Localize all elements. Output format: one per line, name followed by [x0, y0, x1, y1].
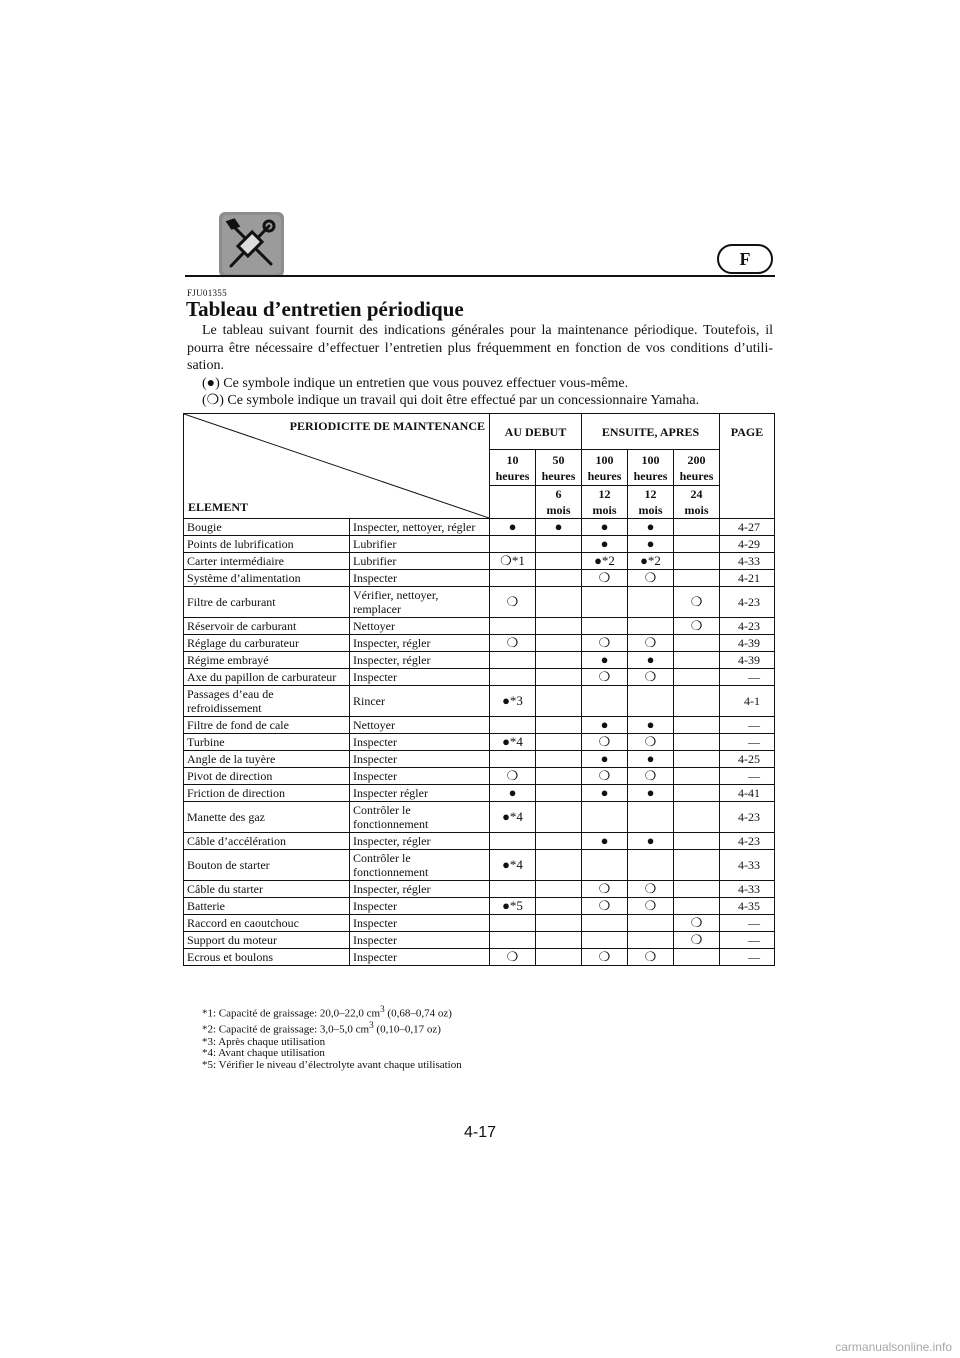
header-months-4: 24 mois — [674, 486, 720, 519]
page-ref-cell: 4-27 — [720, 519, 775, 536]
interval-mark-cell: ❍ — [582, 669, 628, 686]
table-row — [184, 785, 775, 802]
interval-mark-cell: ● — [628, 751, 674, 768]
interval-mark-cell — [628, 802, 674, 833]
interval-mark-cell: ❍ — [628, 949, 674, 966]
item-cell: Carter intermédiaire — [184, 553, 350, 570]
interval-mark-cell: ● — [490, 785, 536, 802]
interval-mark-cell — [490, 833, 536, 850]
table-row — [184, 652, 775, 669]
interval-mark-cell — [674, 802, 720, 833]
interval-mark-cell — [674, 669, 720, 686]
item-cell: Friction de direction — [184, 785, 350, 802]
item-cell: Passages d’eau de refroidissement — [184, 686, 350, 717]
item-cell: Axe du papillon de carburateur — [184, 669, 350, 686]
table-row — [184, 536, 775, 553]
interval-mark-cell: ●*2 — [582, 553, 628, 570]
interval-mark-cell — [536, 587, 582, 618]
interval-mark-cell: ● — [628, 652, 674, 669]
interval-mark-cell — [674, 833, 720, 850]
interval-mark-cell — [536, 635, 582, 652]
table-row — [184, 915, 775, 932]
table-row — [184, 717, 775, 734]
interval-mark-cell — [628, 686, 674, 717]
interval-mark-cell — [490, 915, 536, 932]
interval-mark-cell — [674, 553, 720, 570]
interval-mark-cell — [490, 881, 536, 898]
header-periodicite: PERIODICITE DE MAINTENANCE — [289, 419, 485, 433]
interval-mark-cell — [490, 652, 536, 669]
item-cell: Angle de la tuyère — [184, 751, 350, 768]
interval-mark-cell — [490, 618, 536, 635]
interval-mark-cell — [536, 881, 582, 898]
table-row — [184, 669, 775, 686]
footnotes — [202, 1004, 462, 1071]
interval-mark-cell — [536, 686, 582, 717]
interval-mark-cell: ● — [582, 833, 628, 850]
interval-mark-cell: ●*4 — [490, 734, 536, 751]
interval-mark-cell — [536, 652, 582, 669]
interval-mark-cell — [628, 618, 674, 635]
header-hours-0: 10 heures — [490, 450, 536, 486]
action-cell: Inspecter régler — [350, 785, 490, 802]
interval-mark-cell: ●*5 — [490, 898, 536, 915]
interval-mark-cell — [674, 652, 720, 669]
item-cell: Câble d’accélération — [184, 833, 350, 850]
interval-mark-cell — [536, 949, 582, 966]
interval-mark-cell: ❍ — [582, 881, 628, 898]
interval-mark-cell — [674, 519, 720, 536]
diagonal-header-cell — [184, 414, 490, 519]
page-ref-cell: 4-23 — [720, 802, 775, 833]
interval-mark-cell — [536, 768, 582, 785]
table-row — [184, 802, 775, 833]
header-hours-1: 50 heures — [536, 450, 582, 486]
header-hours-3: 100 heures — [628, 450, 674, 486]
page-ref-cell: 4-23 — [720, 833, 775, 850]
action-cell: Nettoyer — [350, 618, 490, 635]
interval-mark-cell: ❍ — [490, 949, 536, 966]
page-ref-cell: 4-21 — [720, 570, 775, 587]
item-cell: Turbine — [184, 734, 350, 751]
item-cell: Raccord en caoutchouc — [184, 915, 350, 932]
item-cell: Pivot de direction — [184, 768, 350, 785]
action-cell: Inspecter, régler — [350, 652, 490, 669]
action-cell: Inspecter — [350, 768, 490, 785]
interval-mark-cell — [674, 785, 720, 802]
interval-mark-cell: ❍ — [628, 669, 674, 686]
intro-text — [187, 322, 773, 410]
interval-mark-cell — [536, 536, 582, 553]
intro-paragraph: Le tableau suivant fournit des indications générales pour la maintenance périodique. Toutefois, il pourra être nécessaire d’effectuer l’entretien plus fréquemment en fonction de vos conditions d’utili-sation. — [187, 323, 773, 373]
interval-mark-cell — [536, 915, 582, 932]
interval-mark-cell — [582, 618, 628, 635]
page-ref-cell: 4-39 — [720, 652, 775, 669]
interval-mark-cell: ●*3 — [490, 686, 536, 717]
item-cell: Points de lubrification — [184, 536, 350, 553]
action-cell: Lubrifier — [350, 553, 490, 570]
interval-mark-cell: ❍ — [582, 570, 628, 587]
item-cell: Filtre de fond de cale — [184, 717, 350, 734]
item-cell: Batterie — [184, 898, 350, 915]
interval-mark-cell — [536, 850, 582, 881]
interval-mark-cell — [582, 587, 628, 618]
action-cell: Inspecter — [350, 932, 490, 949]
action-cell: Vérifier, nettoyer, remplacer — [350, 587, 490, 618]
header-months-3: 12 mois — [628, 486, 674, 519]
interval-mark-cell — [536, 932, 582, 949]
item-cell: Régime embrayé — [184, 652, 350, 669]
header-rule — [185, 275, 775, 277]
item-cell: Manette des gaz — [184, 802, 350, 833]
interval-mark-cell: ❍*1 — [490, 553, 536, 570]
page-ref-cell: 4-29 — [720, 536, 775, 553]
table-row — [184, 686, 775, 717]
action-cell: Inspecter — [350, 570, 490, 587]
table-row — [184, 553, 775, 570]
interval-mark-cell: ❍ — [582, 734, 628, 751]
interval-mark-cell: ❍ — [582, 949, 628, 966]
language-badge: F — [717, 244, 773, 274]
page-title: Tableau d’entretien périodique — [186, 297, 464, 321]
interval-mark-cell — [674, 850, 720, 881]
interval-mark-cell: ❍ — [490, 587, 536, 618]
interval-mark-cell — [536, 802, 582, 833]
action-cell: Nettoyer — [350, 717, 490, 734]
header-au-debut: AU DEBUT — [490, 414, 582, 450]
interval-mark-cell: ●*4 — [490, 850, 536, 881]
interval-mark-cell — [674, 635, 720, 652]
interval-mark-cell — [490, 932, 536, 949]
action-cell: Inspecter, nettoyer, régler — [350, 519, 490, 536]
interval-mark-cell — [674, 536, 720, 553]
legend-filled: (●) Ce symbole indique un entretien que vous pouvez effectuer vous-même. — [202, 375, 629, 391]
header-hours-2: 100 heures — [582, 450, 628, 486]
action-cell: Lubrifier — [350, 536, 490, 553]
page-number: 4-17 — [463, 1124, 497, 1141]
page-ref-cell: 4-33 — [720, 553, 775, 570]
interval-mark-cell: ❍ — [628, 768, 674, 785]
interval-mark-cell: ❍ — [674, 618, 720, 635]
action-cell: Inspecter, régler — [350, 635, 490, 652]
interval-mark-cell — [628, 587, 674, 618]
interval-mark-cell: ● — [582, 785, 628, 802]
watermark: carmanualsonline.info — [835, 1340, 952, 1354]
action-cell: Rincer — [350, 686, 490, 717]
header-page: PAGE — [720, 414, 775, 519]
interval-mark-cell: ❍ — [628, 570, 674, 587]
interval-mark-cell — [674, 717, 720, 734]
interval-mark-cell: ❍ — [490, 768, 536, 785]
interval-mark-cell: ● — [628, 833, 674, 850]
table-row — [184, 949, 775, 966]
item-cell: Réglage du carburateur — [184, 635, 350, 652]
header-months-1: 6 mois — [536, 486, 582, 519]
page-ref-cell: 4-39 — [720, 635, 775, 652]
item-cell: Support du moteur — [184, 932, 350, 949]
interval-mark-cell — [536, 898, 582, 915]
action-cell: Contrôler le fonctionnement — [350, 850, 490, 881]
item-cell: Câble du starter — [184, 881, 350, 898]
interval-mark-cell: ● — [628, 785, 674, 802]
interval-mark-cell — [490, 536, 536, 553]
header-hours-4: 200 heures — [674, 450, 720, 486]
interval-mark-cell: ● — [582, 717, 628, 734]
action-cell: Inspecter — [350, 915, 490, 932]
table-row — [184, 751, 775, 768]
table-row — [184, 570, 775, 587]
interval-mark-cell — [536, 734, 582, 751]
interval-mark-cell — [582, 915, 628, 932]
interval-mark-cell: ● — [582, 652, 628, 669]
page-ref-cell: — — [720, 768, 775, 785]
interval-mark-cell: ❍ — [628, 898, 674, 915]
interval-mark-cell — [536, 717, 582, 734]
interval-mark-cell: ●*2 — [628, 553, 674, 570]
interval-mark-cell — [674, 570, 720, 587]
table-row — [184, 519, 775, 536]
interval-mark-cell — [490, 669, 536, 686]
page-ref-cell: — — [720, 669, 775, 686]
interval-mark-cell: ● — [582, 519, 628, 536]
table-row — [184, 898, 775, 915]
interval-mark-cell — [536, 785, 582, 802]
header-element: ELEMENT — [188, 500, 249, 514]
action-cell: Inspecter, régler — [350, 833, 490, 850]
interval-mark-cell: ❍ — [674, 915, 720, 932]
interval-mark-cell — [628, 850, 674, 881]
interval-mark-cell: ● — [628, 519, 674, 536]
footnote-1: *1: Capacité de graissage: 20,0–22,0 $cm^3$ (0,68–0,74 oz) — [202, 1004, 452, 1020]
interval-mark-cell: ● — [582, 751, 628, 768]
interval-mark-cell: ● — [628, 536, 674, 553]
interval-mark-cell — [582, 932, 628, 949]
table-row — [184, 734, 775, 751]
legend-open: (❍) Ce symbole indique un travail qui doit être effectué par un concessionnaire Yamaha. — [202, 393, 700, 408]
page-ref-cell: 4-1 — [720, 686, 775, 717]
action-cell: Inspecter — [350, 669, 490, 686]
page-ref-cell: 4-41 — [720, 785, 775, 802]
item-cell: Réservoir de carburant — [184, 618, 350, 635]
interval-mark-cell — [674, 881, 720, 898]
interval-mark-cell: ❍ — [582, 898, 628, 915]
interval-mark-cell — [674, 949, 720, 966]
interval-mark-cell — [536, 833, 582, 850]
footnote-4: *4: Avant chaque utilisation — [202, 1047, 325, 1060]
item-cell: Système d’alimentation — [184, 570, 350, 587]
page-ref-cell: — — [720, 932, 775, 949]
table-row — [184, 881, 775, 898]
action-cell: Contrôler le fonctionnement — [350, 802, 490, 833]
interval-mark-cell: ❍ — [628, 881, 674, 898]
footnote-5: *5: Vérifier le niveau d’électrolyte avant chaque utilisation — [202, 1058, 462, 1071]
table-row — [184, 932, 775, 949]
interval-mark-cell — [536, 669, 582, 686]
page-ref-cell: — — [720, 734, 775, 751]
table-row — [184, 833, 775, 850]
interval-mark-cell — [536, 570, 582, 587]
header-ensuite: ENSUITE, APRES — [582, 414, 720, 450]
interval-mark-cell — [582, 686, 628, 717]
interval-mark-cell — [582, 850, 628, 881]
interval-mark-cell: ❍ — [674, 932, 720, 949]
page-ref-cell: 4-23 — [720, 587, 775, 618]
action-cell: Inspecter — [350, 734, 490, 751]
interval-mark-cell: ● — [582, 536, 628, 553]
interval-mark-cell: ❍ — [674, 587, 720, 618]
table-row — [184, 768, 775, 785]
interval-mark-cell — [674, 734, 720, 751]
interval-mark-cell — [490, 717, 536, 734]
item-cell: Filtre de carburant — [184, 587, 350, 618]
action-cell: Inspecter, régler — [350, 881, 490, 898]
interval-mark-cell — [490, 751, 536, 768]
item-cell: Bouton de starter — [184, 850, 350, 881]
table-row — [184, 587, 775, 618]
page-ref-cell: — — [720, 915, 775, 932]
interval-mark-cell: ❍ — [582, 768, 628, 785]
page-ref-cell: 4-33 — [720, 881, 775, 898]
table-row — [184, 850, 775, 881]
interval-mark-cell — [536, 553, 582, 570]
interval-mark-cell: ●*4 — [490, 802, 536, 833]
interval-mark-cell: ❍ — [582, 635, 628, 652]
page-ref-cell: 4-35 — [720, 898, 775, 915]
interval-mark-cell — [674, 751, 720, 768]
interval-mark-cell: ❍ — [628, 635, 674, 652]
header-months-0 — [490, 486, 536, 519]
interval-mark-cell: ❍ — [490, 635, 536, 652]
page-ref-cell: 4-25 — [720, 751, 775, 768]
interval-mark-cell: ● — [536, 519, 582, 536]
page-ref-cell: — — [720, 949, 775, 966]
interval-mark-cell — [582, 802, 628, 833]
section-code: FJU01355 — [187, 288, 227, 298]
interval-mark-cell — [536, 618, 582, 635]
item-cell: Bougie — [184, 519, 350, 536]
interval-mark-cell — [674, 768, 720, 785]
table-row — [184, 635, 775, 652]
item-cell: Ecrous et boulons — [184, 949, 350, 966]
interval-mark-cell — [674, 898, 720, 915]
interval-mark-cell: ❍ — [628, 734, 674, 751]
interval-mark-cell — [536, 751, 582, 768]
footnote-2: *2: Capacité de graissage: 3,0–5,0 $cm^3$ (0,10–0,17 oz) — [202, 1020, 441, 1036]
action-cell: Inspecter — [350, 751, 490, 768]
table-row — [184, 618, 775, 635]
action-cell: Inspecter — [350, 949, 490, 966]
header-months-2: 12 mois — [582, 486, 628, 519]
page-ref-cell: — — [720, 717, 775, 734]
action-cell: Inspecter — [350, 898, 490, 915]
interval-mark-cell — [674, 686, 720, 717]
footnote-3: *3: Après chaque utilisation — [202, 1035, 326, 1048]
interval-mark-cell — [490, 570, 536, 587]
page-ref-cell: 4-33 — [720, 850, 775, 881]
maintenance-table — [183, 413, 775, 966]
interval-mark-cell: ● — [628, 717, 674, 734]
tools-icon — [219, 212, 284, 277]
interval-mark-cell — [628, 915, 674, 932]
interval-mark-cell — [628, 932, 674, 949]
page-ref-cell: 4-23 — [720, 618, 775, 635]
interval-mark-cell: ● — [490, 519, 536, 536]
